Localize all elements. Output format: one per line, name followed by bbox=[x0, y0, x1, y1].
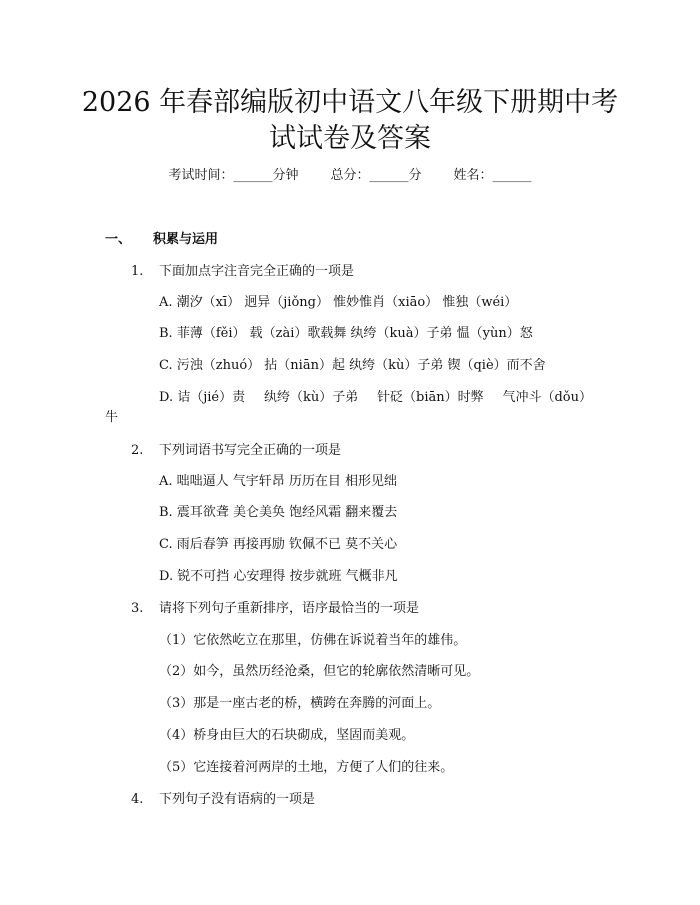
q3-sentence-3: （3）那是一座古老的桥，横跨在奔腾的河面上。 bbox=[159, 696, 441, 711]
exam-time-field: 考试时间：______分钟 bbox=[168, 168, 299, 183]
student-name-field: 姓名：______ bbox=[453, 168, 532, 183]
q2-option-c: C. 雨后春笋 再接再励 钦佩不已 莫不关心 bbox=[159, 537, 398, 552]
q1-option-a: A. 潮汐（xī） 迥异（jiǒng） 惟妙惟肖（xiāo） 惟独（wéi） bbox=[159, 295, 518, 310]
q1-option-d-part: 气冲斗（dǒu） bbox=[502, 390, 592, 405]
question-stem: 请将下列句子重新排序，语序最恰当的一项是 bbox=[159, 601, 420, 616]
q1-option-d-part: 针砭（biān）时弊 bbox=[377, 390, 484, 405]
question-stem: 下面加点字注音完全正确的一项是 bbox=[159, 264, 355, 279]
q3-sentence-1: （1）它依然屹立在那里，仿佛在诉说着当年的雄伟。 bbox=[159, 633, 467, 648]
q2-option-d: D. 锐不可挡 心安理得 按步就班 气概非凡 bbox=[159, 569, 398, 584]
q3-sentence-2: （2）如今，虽然历经沧桑，但它的轮廓依然清晰可见。 bbox=[159, 664, 480, 679]
question-2 bbox=[131, 441, 341, 461]
q1-option-d-part: D. 诘（jié）责 bbox=[159, 390, 246, 405]
q2-option-a: A. 咄咄逼人 气宇轩昂 历历在目 相形见绌 bbox=[159, 474, 398, 489]
question-number: 2. bbox=[131, 443, 144, 458]
question-4 bbox=[131, 790, 315, 810]
question-3 bbox=[131, 599, 419, 619]
question-1 bbox=[131, 262, 354, 282]
q1-option-d-wrap: 牛 bbox=[105, 410, 119, 425]
document-title-line2: 试试卷及答案 bbox=[269, 123, 431, 154]
total-score-field: 总分：______分 bbox=[330, 168, 422, 183]
section-number: 一、 bbox=[105, 232, 132, 247]
q2-option-b: B. 震耳欲聋 美仑美奂 饱经风霜 翻来覆去 bbox=[159, 505, 398, 520]
q1-option-c: C. 污浊（zhuó） 拈（niān）起 纨绔（kù）子弟 锲（qiè）而不舍 bbox=[159, 358, 546, 373]
question-number: 3. bbox=[131, 601, 144, 616]
section-title: 积累与运用 bbox=[153, 232, 219, 247]
q3-sentence-5: （5）它连接着河两岸的土地，方便了人们的往来。 bbox=[159, 760, 454, 775]
question-number: 1. bbox=[131, 264, 144, 279]
exam-info bbox=[0, 166, 700, 186]
question-stem: 下列句子没有语病的一项是 bbox=[159, 792, 316, 807]
q1-option-b: B. 菲薄（fěi） 载（zài）歌载舞 纨绔（kuà）子弟 愠（yùn）怒 bbox=[159, 326, 533, 341]
q3-sentence-4: （4）桥身由巨大的石块砌成，坚固而美观。 bbox=[159, 728, 415, 743]
question-number: 4. bbox=[131, 792, 144, 807]
question-stem: 下列词语书写完全正确的一项是 bbox=[159, 443, 342, 458]
q1-option-d-part: 纨绔（kù）子弟 bbox=[263, 390, 359, 405]
section-heading bbox=[105, 230, 218, 250]
document-title-line1: 2026 年春部编版初中语文八年级下册期中考 bbox=[81, 87, 619, 118]
q1-option-d bbox=[159, 388, 592, 408]
